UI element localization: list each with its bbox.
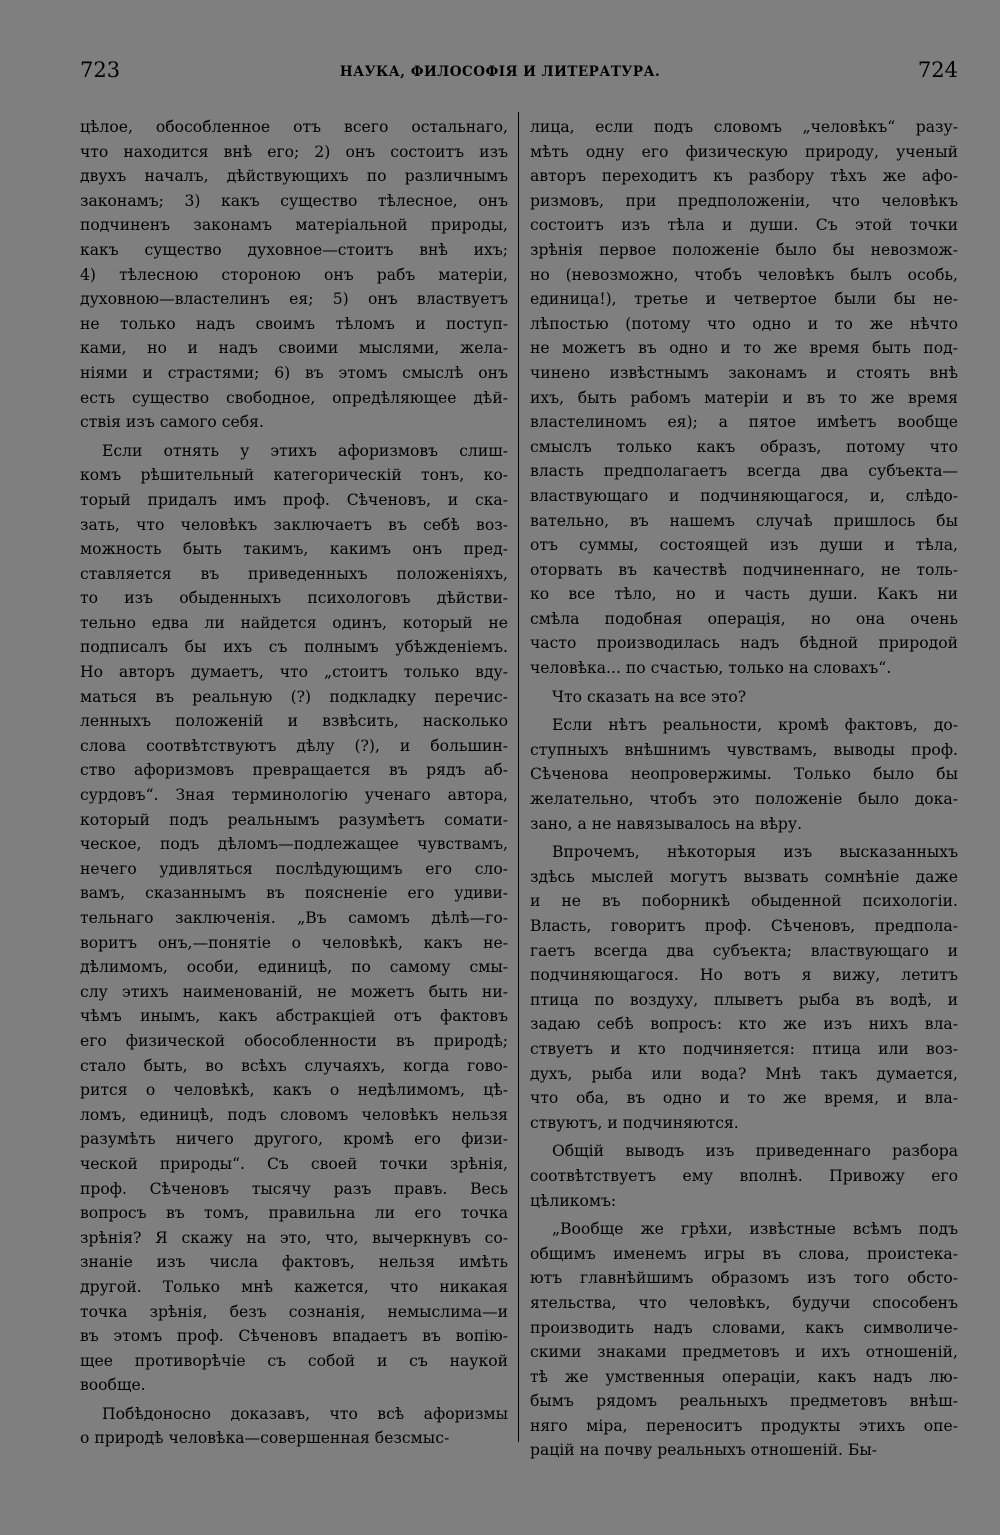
text-line: лица, если подъ словомъ „человѣкъ“ разу- (530, 118, 958, 136)
text-line: состоитъ изъ тѣла и души. Съ этой точки (530, 216, 958, 235)
text-line: разумѣть ничего другого, кромѣ его физи- (80, 1130, 508, 1149)
text-line: что находится внѣ его; 2) онъ состоитъ изъ (80, 142, 508, 161)
text-line: ческой природы“. Съ своей точки зрѣнія, (80, 1154, 508, 1173)
text-line: воритъ онъ,—понятіе о человѣкѣ, какъ не- (80, 933, 508, 952)
text-line: тельнаго заключенія. „Въ самомъ дѣлѣ—го- (80, 909, 508, 927)
text-line: но (невозможно, чтобъ человѣкъ былъ особь, (530, 265, 958, 284)
text-line: соотвѣтствуетъ ему вполнѣ. Привожу его (530, 1166, 958, 1185)
paragraph (80, 115, 508, 435)
text-line: Если нѣтъ реальности, кромѣ фактовъ, до- (552, 716, 958, 735)
text-line: духъ, рыба или вода? Мнѣ такъ думается, (530, 1064, 958, 1083)
text-line: точка зрѣнія, безъ сознанія, немыслима—и (80, 1302, 508, 1321)
text-line: что оба, въ одно и то же время, и вла- (530, 1089, 958, 1108)
text-line: можность быть такимъ, какимъ онъ пред- (80, 540, 508, 559)
page-header (0, 58, 1000, 94)
text-line: другой. Только мнѣ кажется, что никакая (80, 1277, 508, 1296)
text-line: Впрочемъ, нѣкоторыя изъ высказанныхъ (552, 843, 958, 862)
text-line: здѣсь мыслей могутъ вызвать сомнѣніе даже (530, 867, 958, 886)
text-line: сурдовъ“. Зная терминологію ученаго автора, (80, 786, 508, 805)
text-line: ставляется въ приведенныхъ положеніяхъ, (80, 564, 508, 583)
text-line: нечего удивляться послѣдующимъ его сло- (80, 859, 508, 878)
paragraph (530, 840, 958, 1135)
text-line: его физической обособленности въ природѣ; (80, 1031, 508, 1050)
page-number-right: 724 (917, 58, 958, 82)
text-line: проф. Сѣченовъ тысячу разъ правъ. Весь (80, 1179, 508, 1198)
text-line: есть существо свободное, опредѣляющее дѣй- (80, 388, 508, 407)
text-line: то изъ обыденныхъ психологовъ дѣйстви- (80, 589, 508, 608)
text-line: вамъ, сказаннымъ въ поясненіе его удиви- (80, 884, 508, 903)
text-line: Что сказать на все это? (552, 687, 747, 706)
text-line: ство афоризмовъ превращается въ рядъ аб- (80, 761, 508, 780)
left-column (80, 115, 508, 1455)
text-line: вообще. (80, 1376, 146, 1395)
text-line: общимъ именемъ игры въ слова, проистека- (530, 1244, 958, 1263)
text-line: ихъ, быть рабомъ матеріи и въ то же время (530, 388, 958, 407)
text-line: Общій выводъ изъ приведеннаго разбора (552, 1142, 958, 1161)
text-line: зрѣнія первое положеніе было бы невозмож- (530, 240, 958, 259)
text-line: законамъ; 3) какъ существо тѣлесное, онъ (80, 191, 508, 210)
text-line: въ этомъ проф. Сѣченовъ впадаетъ въ вопію- (80, 1327, 508, 1346)
text-line: о природѣ человѣка—совершенная безсмыс- (80, 1429, 450, 1448)
text-line: ломъ, единицѣ, подъ словомъ человѣкъ нельзя (80, 1105, 508, 1124)
text-line: няго міра, переноситъ продукты этихъ опе- (530, 1416, 958, 1435)
paragraph (530, 1217, 958, 1463)
text-line: зать, что человѣкъ заключаетъ въ себѣ воз- (80, 515, 508, 534)
text-line: отъ суммы, состоящей изъ души и тѣла, (530, 536, 958, 555)
running-title: НАУКА, ФИЛОСОФІЯ И ЛИТЕРАТУРА. (339, 64, 661, 80)
text-line: ленныхъ положеній и взвѣсить, насколько (80, 712, 508, 731)
text-line: лѣпостью (потому что одно и то же нѣчто (530, 314, 958, 333)
text-line: подчиненъ законамъ матеріальной природы, (80, 216, 508, 235)
paragraph (530, 713, 958, 836)
text-line: ствуетъ и кто подчиняется: птица или воз- (530, 1039, 958, 1058)
text-line: тѣ же умственныя операціи, какъ надъ лю- (530, 1367, 958, 1386)
text-line: и не въ поборникѣ обыденной психологіи. (530, 892, 958, 911)
right-column (530, 115, 958, 1467)
text-line: не только надъ своимъ тѣломъ и поступ- (80, 314, 508, 333)
text-line: властвующаго и подчиняющагося, и, слѣдо- (530, 486, 958, 505)
text-line: авторъ переходитъ къ разбору тѣхъ же афо- (530, 167, 958, 186)
text-line: слу этихъ наименованій, не можетъ быть ни- (80, 982, 508, 1001)
text-line: Если отнять у этихъ афоризмовъ слиш- (102, 441, 508, 460)
text-line: смѣла подобная операція, но она очень (530, 609, 958, 628)
text-line: чинено извѣстнымъ законамъ и стоять внѣ (530, 363, 958, 382)
text-line: Власть, говоритъ проф. Сѣченовъ, предпола- (530, 917, 958, 935)
text-line: оторвать въ качествѣ подчиненнаго, не толь- (530, 560, 958, 579)
text-line: цѣлое, обособленное отъ всего остальнаго, (80, 118, 508, 136)
text-line: тельно едва ли найдется одинъ, который не (80, 613, 508, 632)
text-line: смыслъ только какъ образъ, потому что (530, 437, 958, 456)
text-line: человѣка... по счастью, только на словахъ“. (530, 659, 892, 678)
text-line: ютъ главнѣйшимъ образомъ изъ того обсто- (530, 1269, 958, 1288)
text-line: зрѣнія? Я скажу на это, что, вычеркнувъ со- (80, 1228, 508, 1247)
text-line: маться въ реальную (?) подкладку перечис- (80, 687, 508, 706)
text-line: подписалъ бы ихъ съ полнымъ убѣжденіемъ. (80, 638, 508, 657)
paragraph (530, 1139, 958, 1213)
text-line: властелиномъ ея); а пятое имѣетъ вообще (530, 413, 958, 432)
text-line: производить надъ словами, какъ символиче- (530, 1318, 958, 1337)
text-line: Побѣдоносно доказавъ, что всѣ афоризмы (102, 1404, 508, 1423)
text-line: рацій на почву реальныхъ отношеній. Бы- (530, 1441, 878, 1460)
text-line: мѣть одну его физическую природу, ученый (530, 142, 958, 161)
text-line: Но авторъ думаетъ, что „стоитъ только вду- (80, 663, 508, 682)
paragraph (80, 439, 508, 1398)
text-line: бымъ рядомъ реальныхъ предметовъ внѣш- (530, 1392, 958, 1411)
text-line: часто производилась надъ бѣдной природой (530, 634, 958, 653)
text-line: ятельства, что человѣкъ, будучи способенъ (530, 1293, 958, 1312)
text-line: стало быть, во всѣхъ случаяхъ, когда гово- (80, 1056, 508, 1075)
text-line: вопросъ въ томъ, правильна ли его точка (80, 1204, 508, 1223)
text-line: слова соотвѣтствуютъ дѣлу (?), и большин- (80, 736, 508, 755)
text-line: какъ существо духовное—стоитъ внѣ ихъ; (80, 240, 508, 259)
text-line: ствуютъ, и подчиняются. (530, 1113, 739, 1132)
text-line: птица по воздуху, плыветъ рыба въ водѣ, и (530, 990, 958, 1009)
page-number-left: 723 (80, 58, 121, 82)
text-line: подчиняющагося. Но вотъ я вижу, летитъ (530, 966, 958, 985)
text-line: Сѣченова неопровержимы. Только было бы (530, 765, 958, 784)
text-line: не можетъ въ одно и то же время быть под- (530, 339, 958, 358)
text-line: гаетъ всегда два субъекта; властвующаго и (530, 941, 958, 960)
text-line: ступныхъ внѣшнимъ чувствамъ, выводы проф. (530, 740, 958, 759)
text-line: цѣликомъ: (530, 1191, 617, 1210)
text-line: ками, но и надъ своими мыслями, жела- (80, 339, 508, 358)
text-line: чѣмъ инымъ, какъ абстракціей отъ фактовъ (80, 1007, 508, 1026)
text-line: ческое, подъ дѣломъ—подлежащее чувствамъ, (80, 835, 508, 854)
text-line: знаніе изъ числа фактовъ, нельзя имѣть (80, 1253, 508, 1272)
text-line: торый придалъ имъ проф. Сѣченовъ, и ска- (80, 490, 508, 509)
text-line: ко все тѣло, но и часть души. Какъ ни (530, 585, 958, 604)
text-line: скими знаками предметовъ и ихъ отношеній, (530, 1343, 958, 1362)
text-line: щее противорѣчіе съ собой и съ наукой (80, 1351, 508, 1370)
text-line: задаю себѣ вопросъ: кто же изъ нихъ вла- (530, 1015, 958, 1034)
text-line: духовною—властелинъ ея; 5) онъ властвуетъ (80, 290, 508, 309)
text-line: ніями и страстями; 6) въ этомъ смыслѣ онъ (80, 363, 508, 382)
text-line: желательно, чтобъ это положеніе было дока- (530, 790, 958, 809)
text-line: ствія изъ самого себя. (80, 413, 264, 432)
text-line: который подъ реальнымъ разумѣетъ сомати- (80, 810, 508, 829)
text-line: 4) тѣлесною стороною онъ рабъ матеріи, (80, 265, 508, 284)
paragraph (530, 115, 958, 681)
paragraph (80, 1402, 508, 1451)
text-line: власть предполагаетъ всегда два субъекта— (530, 462, 958, 481)
text-line: зано, а не навязывалось на вѣру. (530, 814, 803, 833)
paragraph (530, 685, 958, 710)
text-line: ризмовъ, при предположеніи, что человѣкъ (530, 191, 958, 210)
text-line: рится о человѣкѣ, какъ о недѣлимомъ, цѣ- (80, 1081, 508, 1100)
text-line: вательно, въ нашемъ случаѣ пришлось бы (530, 511, 958, 530)
column-divider (518, 112, 519, 1442)
text-line: двухъ началъ, дѣйствующихъ по различнымъ (80, 167, 508, 186)
text-line: комъ рѣшительный категорическій тонъ, ко- (80, 466, 508, 485)
text-line: „Вообще же грѣхи, извѣстные всѣмъ подъ (552, 1220, 958, 1239)
text-line: единица!), третье и четвертое были бы не- (530, 290, 958, 309)
text-line: дѣлимомъ, особи, единицѣ, по самому смы- (80, 958, 508, 977)
